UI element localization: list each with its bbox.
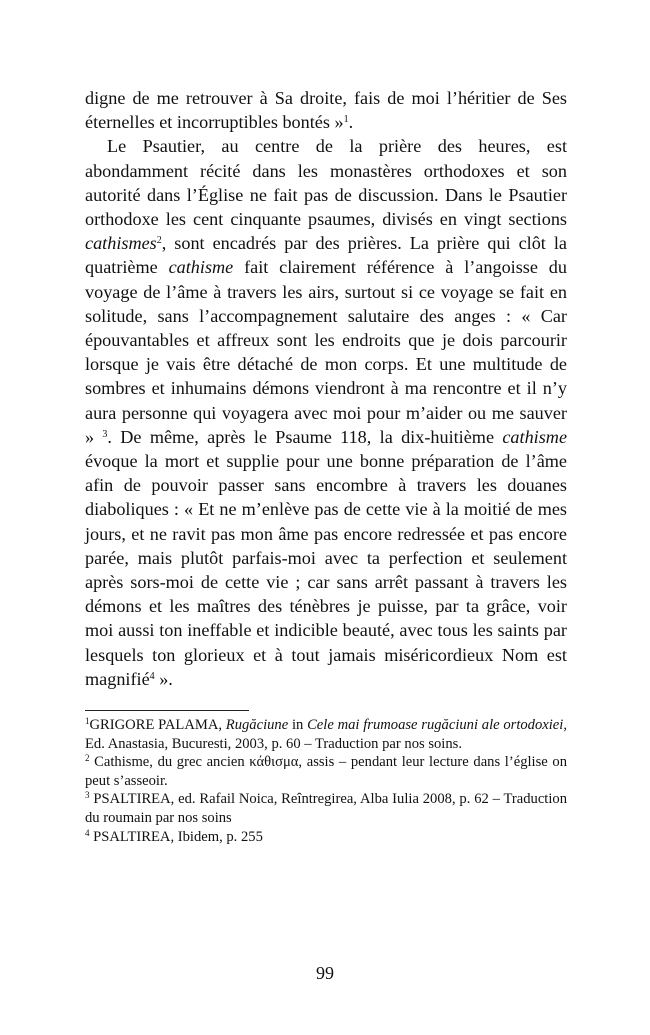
- text-run: évoque la mort et supplie pour une bonne préparation de l’âme afin de pouvoir passer sans encombre à travers les douanes diaboliques : « Et ne m’enlève pas de cette vie à la moitié de mes jours, et ne ravit pas mon âme pas encore redressée et pas encore parée, mais plutôt parfais-moi avec ta perfection et seulement après sors-moi de cette vie ; car sans arrêt passant à travers les démons et les maîtres des ténèbres je puisse, par ta grâce, voir moi aussi ton ineffable et indicible beauté, avec tous les saints par lesquels ton glorieux et à tout jamais miséricordieux Nom est magnifié: [85, 451, 567, 689]
- footnotes: [85, 716, 567, 846]
- italic-term: cathisme: [168, 257, 234, 278]
- text-run: . De même, après le Psaume 118, la dix-huitième: [107, 426, 503, 447]
- text-run: Cathisme, du grec ancien κάθισμα, assis – pendant leur lecture dans l’église on peut s’asseoir.: [85, 754, 567, 789]
- text-run: PSALTIREA, Ibidem, p. 255: [89, 828, 263, 845]
- footnote-divider: [85, 710, 249, 711]
- footnote-ref-2[interactable]: 2: [156, 235, 162, 247]
- text-run: ».: [154, 668, 173, 689]
- italic-title: Rugăciune: [225, 717, 289, 734]
- text-run: Le Psautier, au centre de la prière des heures, est abondamment récité dans les monastères orthodoxes et son autorité dans l’Église ne fait pas de discussion. Dans le Psautier orthodoxe les cent cinquante psaumes, divisés en vingt sections: [85, 136, 567, 230]
- text-run: digne de me retrouver à Sa droite, fais de moi l’héritier de Ses éternelles et incorruptibles bontés »: [85, 88, 567, 133]
- text-run: .: [348, 112, 354, 133]
- page-content: [85, 86, 567, 846]
- paragraph-2: [85, 134, 567, 691]
- footnote-number: 2: [85, 753, 90, 764]
- footnote-ref-3[interactable]: 3: [102, 428, 108, 440]
- footnote-1: [85, 716, 567, 753]
- italic-term: cathisme: [502, 426, 568, 447]
- body-text: [85, 86, 567, 691]
- footnote-3: [85, 790, 567, 827]
- footnote-4: [85, 828, 567, 847]
- footnote-2: [85, 753, 567, 790]
- text-run: , sont encadrés par des prières. La prière qui clôt la quatrième: [85, 233, 567, 278]
- footnote-ref-1[interactable]: 1: [343, 114, 349, 126]
- paragraph-1: [85, 86, 567, 134]
- footnote-ref-4[interactable]: 4: [149, 670, 155, 682]
- footnote-number: 4: [85, 827, 90, 838]
- italic-title: Cele mai frumoase rugăciuni ale ortodoxiei: [307, 717, 564, 734]
- text-run: fait clairement référence à l’angoisse du voyage de l’âme à travers les airs, surtout si ce voyage se fait en solitude, sans l’accompagnement salutaire des anges : « Car épouvantables et affreux sont les endroits que je dois parcourir lorsque je vais être détaché de mon corps. Et une multitude de sombres et inhumains démons viendront à ma rencontre et il n’y aura personne qui voyagera avec moi pour m’aider ou me sauver »: [85, 257, 567, 447]
- italic-term: cathismes: [85, 233, 157, 254]
- footnote-number: 1: [85, 716, 90, 727]
- text-run: , Ed. Anastasia, Bucuresti, 2003, p. 60 – Traduction par nos soins.: [85, 717, 567, 752]
- footnote-number: 3: [85, 790, 90, 801]
- text-run: in: [288, 717, 308, 734]
- page-number: 99: [316, 963, 334, 983]
- text-run: GRIGORE PALAMA,: [89, 717, 226, 734]
- text-run: PSALTIREA, ed. Rafail Noica, Reîntregirea, Alba Iulia 2008, p. 62 – Traduction du roumain par nos soins: [85, 791, 567, 827]
